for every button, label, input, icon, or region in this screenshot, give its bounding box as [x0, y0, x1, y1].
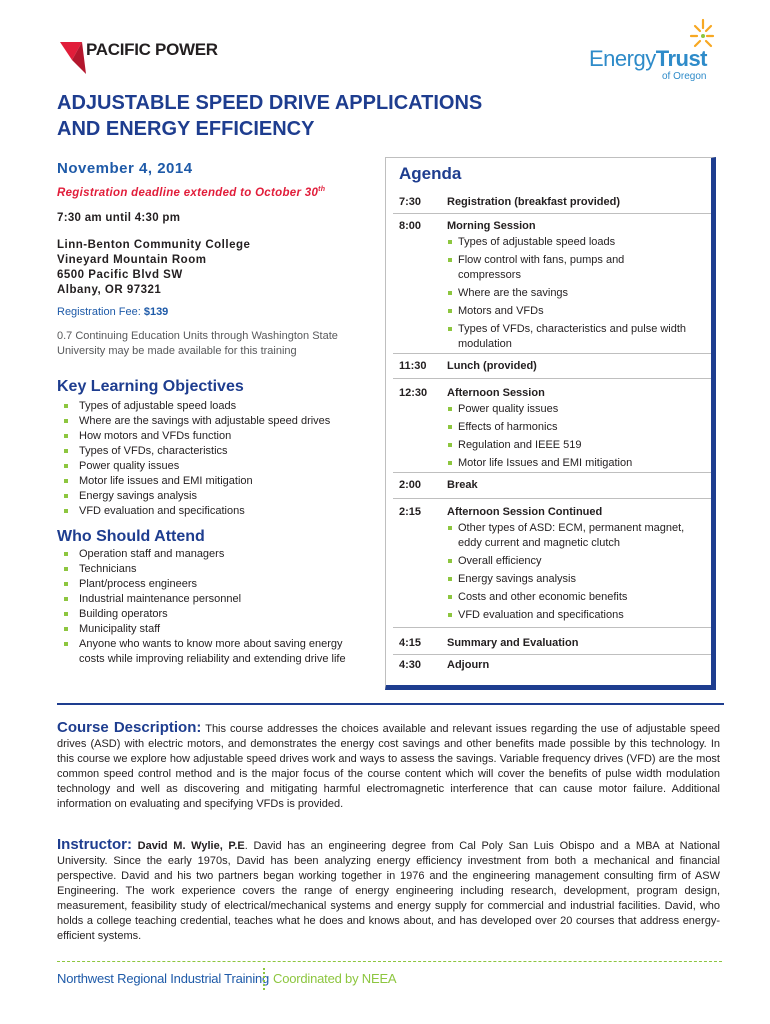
who-should-attend-heading: Who Should Attend: [57, 528, 205, 545]
list-item: Types of VFDs, characteristics: [57, 444, 377, 459]
instructor-bio: [57, 837, 720, 944]
venue-line: 6500 Pacific Blvd SW: [57, 269, 183, 281]
agenda-divider: [393, 378, 711, 379]
deadline-text: Registration deadline extended to October 30: [57, 186, 319, 199]
list-item: Municipality staff: [57, 622, 377, 637]
who-should-attend-list: [57, 547, 377, 667]
agenda-subitem: VFD evaluation and specifications: [447, 608, 702, 623]
footer-divider: [57, 961, 722, 962]
list-item: Energy savings analysis: [57, 489, 377, 504]
agenda-label: Registration (breakfast provided): [447, 196, 620, 208]
event-date: November 4, 2014: [57, 160, 193, 177]
energy-trust-logo: [589, 46, 707, 72]
key-objectives-list: [57, 399, 377, 519]
instructor-name: David M. Wylie, P.E: [137, 840, 245, 852]
agenda-subitem: Costs and other economic benefits: [447, 590, 702, 605]
page-title-line1: ADJUSTABLE SPEED DRIVE APPLICATIONS: [57, 92, 483, 114]
deadline-sup: th: [318, 186, 326, 193]
energy-trust-logo-word2: Trust: [655, 46, 708, 71]
agenda-time: 8:00: [399, 220, 422, 232]
list-item: Plant/process engineers: [57, 577, 377, 592]
event-time: 7:30 am until 4:30 pm: [57, 212, 181, 224]
agenda-time: 2:00: [399, 479, 422, 491]
fee-value: $139: [143, 306, 169, 318]
energy-trust-logo-word1: Energy: [589, 46, 656, 71]
agenda-subitem: Effects of harmonics: [447, 420, 702, 435]
agenda-divider: [393, 213, 711, 214]
agenda-subitem: Other types of ASD: ECM, permanent magnet, eddy current and magnetic clutch: [447, 521, 703, 551]
agenda-divider: [393, 472, 711, 473]
list-item: Motor life issues and EMI mitigation: [57, 474, 377, 489]
agenda-label: Afternoon Session: [447, 387, 545, 399]
agenda-subitem: Overall efficiency: [447, 554, 702, 569]
instructor-text: . David has an engineering degree from Cal Poly San Luis Obispo and a MBA at National University. Since the early 1970s, David has been analyzing energy efficiency investment from both a mechanical and financial perspective. David and his two partners began working together in 1976 and the engineering management consulting firm of ASW Engineering. The work experience covers the range of energy engineering including research, development, program design, measurement, feasibility study of electrical/mechanical systems and energy supply for commercial and industrial facilities. David, who holds a college teaching credential, teaches what he does and knows about, and has developed over 20 courses that address energy-efficient systems.: [57, 840, 720, 942]
list-item: Power quality issues: [57, 459, 377, 474]
list-item: Anyone who wants to know more about saving energy costs while improving reliability and extending drive life: [57, 637, 349, 667]
agenda-sublist: [447, 521, 702, 623]
list-item: Building operators: [57, 607, 377, 622]
list-item: VFD evaluation and specifications: [57, 504, 377, 519]
agenda-label: Morning Session: [447, 220, 536, 232]
agenda-subitem: Where are the savings: [447, 286, 702, 301]
ceu-note: 0.7 Continuing Education Units through Washington State University may be made available for this training: [57, 330, 338, 357]
agenda-subitem: Types of adjustable speed loads: [447, 235, 702, 250]
venue-line: Linn-Benton Community College: [57, 239, 251, 251]
agenda-heading: Agenda: [399, 164, 462, 183]
agenda-label: Adjourn: [447, 659, 490, 671]
agenda-subitem: Flow control with fans, pumps and compressors: [447, 253, 658, 283]
course-description: [57, 720, 720, 812]
agenda-divider: [393, 654, 711, 655]
course-description-text: This course addresses the choices available and relevant issues regarding the use of adjustable speed drives (ASD) with electric motors, and demonstrates the energy cost savings and other benefits made possible by this technology. In this course we explore how adjustable speed drives work and ways to assess the savings. Variable frequency drives (VFD) are the most common speed control method and is the major focus of the course content which will cover the benefits of pulse width modulation technology and well as discovering and mitigating harmful electromagnetic interference that can cause motor failure. Additional information on evaluating and specifying VFDs is provided.: [57, 723, 720, 810]
agenda-subitem: Power quality issues: [447, 402, 702, 417]
list-item: Where are the savings with adjustable speed drives: [57, 414, 377, 429]
agenda-subitem: Motor life Issues and EMI mitigation: [447, 456, 702, 471]
agenda-label: Afternoon Session Continued: [447, 506, 603, 518]
list-item: Industrial maintenance personnel: [57, 592, 377, 607]
agenda-sublist: [447, 235, 702, 352]
page-title: [57, 90, 617, 142]
agenda-time: 4:15: [399, 637, 422, 649]
course-description-heading: Course Description:: [57, 719, 202, 736]
agenda-label: Lunch (provided): [447, 360, 537, 372]
agenda-time: 4:30: [399, 659, 422, 671]
agenda-subitem: Energy savings analysis: [447, 572, 702, 587]
list-item: Operation staff and managers: [57, 547, 377, 562]
agenda-subitem: Types of VFDs, characteristics and pulse width modulation: [447, 322, 693, 352]
list-item: Technicians: [57, 562, 377, 577]
agenda-divider: [393, 353, 711, 354]
footer-nw-training: Northwest Regional Industrial Training: [57, 971, 270, 986]
page-title-line2: AND ENERGY EFFICIENCY: [57, 118, 315, 140]
key-objectives-heading: Key Learning Objectives: [57, 378, 244, 395]
agenda-subitem: Motors and VFDs: [447, 304, 702, 319]
registration-fee: [57, 306, 168, 318]
agenda-divider: [393, 627, 711, 628]
list-item: How motors and VFDs function: [57, 429, 377, 444]
venue-line: Vineyard Mountain Room: [57, 254, 207, 266]
instructor-heading: Instructor:: [57, 836, 132, 853]
agenda-time: 2:15: [399, 506, 422, 518]
venue-address: [57, 238, 250, 298]
energy-trust-logo-sub: of Oregon: [662, 71, 707, 82]
section-divider: [57, 703, 724, 705]
footer-separator: [263, 968, 265, 990]
agenda-time: 7:30: [399, 196, 422, 208]
fee-label: Registration Fee:: [57, 306, 141, 318]
agenda-subitem: Regulation and IEEE 519: [447, 438, 702, 453]
agenda-divider: [393, 498, 711, 499]
agenda-label: Break: [447, 479, 478, 491]
agenda-sublist: [447, 402, 702, 471]
list-item: Types of adjustable speed loads: [57, 399, 377, 414]
agenda-label: Summary and Evaluation: [447, 637, 579, 649]
venue-line: Albany, OR 97321: [57, 284, 162, 296]
footer-neea: Coordinated by NEEA: [273, 971, 397, 986]
pacific-power-logo: PACIFIC POWER: [86, 40, 218, 59]
agenda-time: 11:30: [399, 360, 427, 372]
agenda-time: 12:30: [399, 387, 428, 399]
registration-deadline: [57, 186, 325, 199]
